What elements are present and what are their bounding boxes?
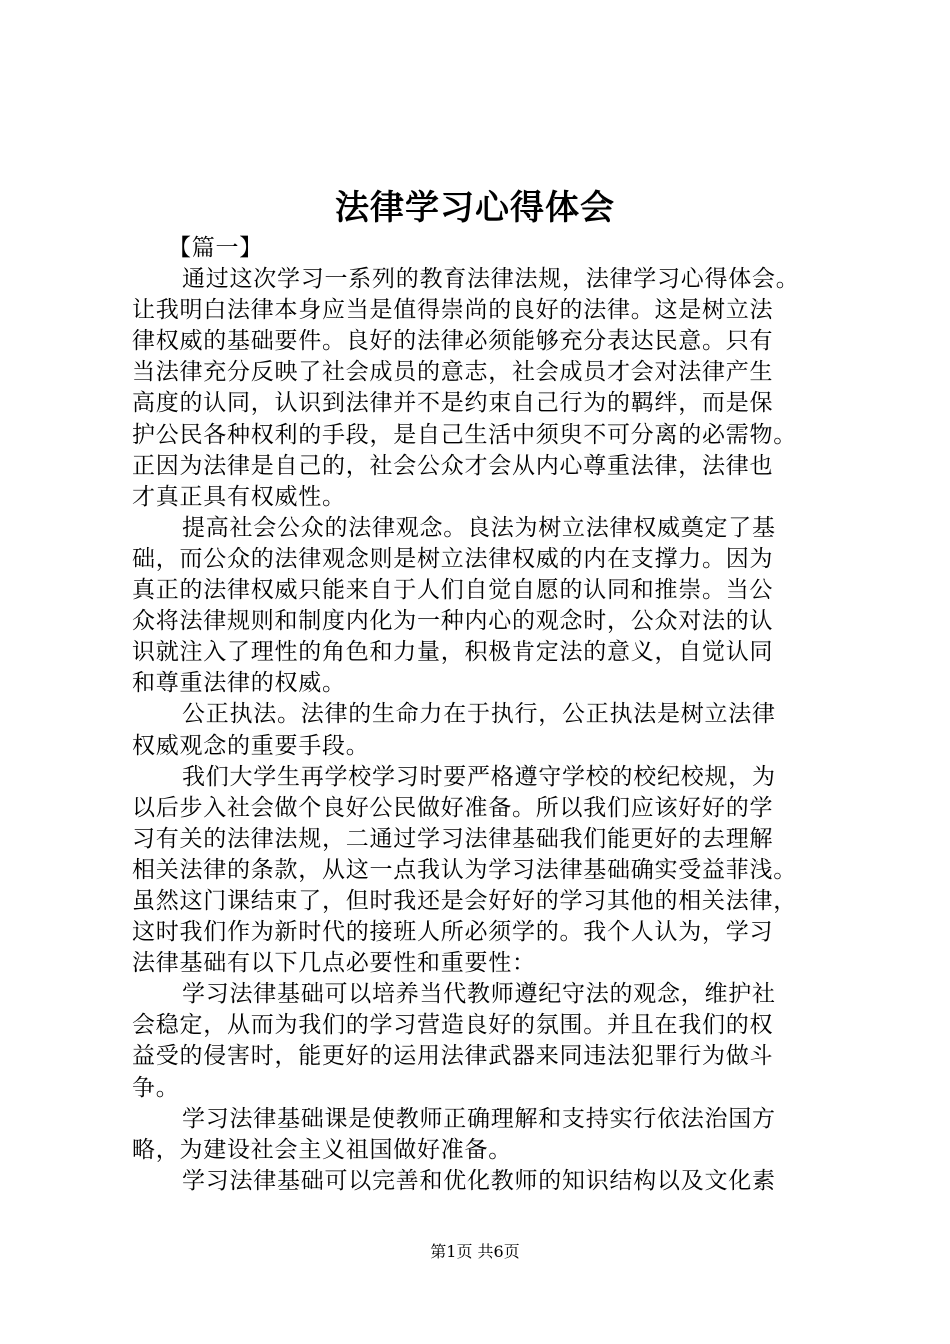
text-line: 高度的认同，认识到法律并不是约束自己行为的羁绊，而是保 [132, 390, 774, 417]
text-line: 争。 [132, 1074, 180, 1101]
document-title: 法律学习心得体会 [335, 188, 615, 228]
text-line: 法律基础有以下几点必要性和重要性： [132, 950, 536, 977]
text-line: 略，为建设社会主义祖国做好准备。 [132, 1136, 512, 1163]
text-line: 权威观念的重要手段。 [132, 732, 370, 759]
text-line: 相关法律的条款，从这一点我认为学习法律基础确实受益菲浅。 [132, 856, 797, 883]
text-line: 和尊重法律的权威。 [132, 670, 346, 697]
text-line: 会稳定，从而为我们的学习营造良好的氛围。并且在我们的权 [132, 1012, 774, 1039]
text-line: 学习法律基础课是使教师正确理解和支持实行依法治国方 [182, 1105, 776, 1132]
text-line: 益受的侵害时，能更好的运用法律武器来同违法犯罪行为做斗 [132, 1043, 774, 1070]
text-line: 提高社会公众的法律观念。良法为树立法律权威奠定了基 [182, 514, 776, 541]
text-line: 众将法律规则和制度内化为一种内心的观念时，公众对法的认 [132, 608, 774, 635]
text-line: 当法律充分反映了社会成员的意志，社会成员才会对法律产生 [132, 359, 774, 386]
text-line: 学习法律基础可以培养当代教师遵纪守法的观念，维护社 [182, 981, 776, 1008]
text-line: 公正执法。法律的生命力在于执行，公正执法是树立法律 [182, 701, 776, 728]
document-body [132, 233, 842, 1197]
text-line: 这时我们作为新时代的接班人所必须学的。我个人认为，学习 [132, 919, 774, 946]
text-line: 我们大学生再学校学习时要严格遵守学校的校纪校规，为 [182, 763, 776, 790]
text-line: 学习法律基础可以完善和优化教师的知识结构以及文化素 [182, 1167, 776, 1194]
section-label: 【篇一】 [168, 235, 263, 261]
text-line: 础，而公众的法律观念则是树立法律权威的内在支撑力。因为 [132, 545, 774, 572]
text-line: 虽然这门课结束了，但时我还是会好好的学习其他的相关法律， [132, 887, 797, 914]
text-line: 识就注入了理性的角色和力量，积极肯定法的意义，自觉认同 [132, 639, 774, 666]
text-line: 正因为法律是自己的，社会公众才会从内心尊重法律，法律也 [132, 452, 774, 479]
text-line: 通过这次学习一系列的教育法律法规，法律学习心得体会。 [182, 266, 800, 293]
text-line: 才真正具有权威性。 [132, 483, 346, 510]
text-line: 以后步入社会做个良好公民做好准备。所以我们应该好好的学 [132, 794, 774, 821]
text-line: 真正的法律权威只能来自于人们自觉自愿的认同和推崇。当公 [132, 577, 774, 604]
paragraph-lines [132, 264, 842, 1197]
text-line: 让我明白法律本身应当是值得崇尚的良好的法律。这是树立法 [132, 297, 774, 324]
page-footer: 第1页 共6页 [430, 1242, 520, 1261]
text-line: 习有关的法律法规，二通过学习法律基础我们能更好的去理解 [132, 825, 774, 852]
text-line: 律权威的基础要件。良好的法律必须能够充分表达民意。只有 [132, 328, 774, 355]
text-line: 护公民各种权利的手段，是自己生活中须臾不可分离的必需物。 [132, 421, 797, 448]
